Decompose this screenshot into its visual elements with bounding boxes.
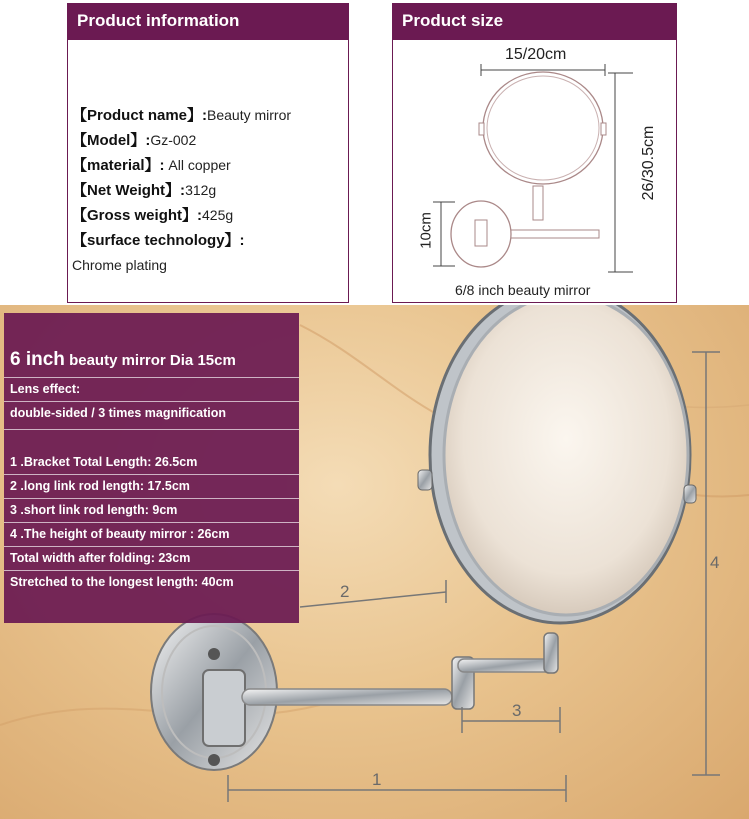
spec-item: Stretched to the longest length: 40cm xyxy=(10,575,234,589)
info-row-net-weight: 【Net Weight】:312g xyxy=(72,182,217,199)
product-information-header: Product information xyxy=(68,4,348,40)
product-information-list xyxy=(72,103,291,277)
size-width-label: 15/20cm xyxy=(505,46,567,63)
spec-divider xyxy=(4,377,299,378)
dimension-label-2: 2 xyxy=(340,582,350,601)
spec-panel xyxy=(4,313,299,623)
size-base-label: 10cm xyxy=(417,212,435,249)
size-height-label: 26/30.5cm xyxy=(640,125,657,201)
info-row-product-name: 【Product name】:Beauty mirror xyxy=(72,107,292,124)
lens-effect-label: Lens effect: xyxy=(10,382,81,396)
dimension-label-3: 3 xyxy=(512,701,522,720)
spec-item: 1 .Bracket Total Length: 26.5cm xyxy=(10,455,198,469)
size-diagram xyxy=(393,40,676,302)
info-row-material: 【material】: All copper xyxy=(72,157,231,174)
spec-title xyxy=(10,349,236,371)
spec-divider xyxy=(4,570,299,571)
dimension-label-4: 4 xyxy=(710,553,720,572)
spec-item: 4 .The height of beauty mirror : 26cm xyxy=(10,527,230,541)
product-size-card xyxy=(392,3,677,303)
info-row-gross-weight: 【Gross weight】:425g xyxy=(72,207,234,224)
spec-divider xyxy=(4,401,299,402)
spec-divider xyxy=(4,429,299,430)
spec-divider xyxy=(4,474,299,475)
spec-item: 2 .long link rod length: 17.5cm xyxy=(10,479,190,493)
spec-title-detail: beauty mirror Dia 15cm xyxy=(64,352,236,369)
size-caption: 6/8 inch beauty mirror xyxy=(455,282,591,298)
product-size-header: Product size xyxy=(393,4,676,40)
spec-item: Total width after folding: 23cm xyxy=(10,551,191,565)
product-information-card xyxy=(67,3,349,303)
spec-title-size: 6 inch xyxy=(10,349,65,370)
spec-divider xyxy=(4,522,299,523)
dimension-label-1: 1 xyxy=(372,770,382,789)
spec-divider xyxy=(4,546,299,547)
info-surface-value: Chrome plating xyxy=(72,257,167,273)
spec-item: 3 .short link rod length: 9cm xyxy=(10,503,178,517)
lens-effect-value: double-sided / 3 times magnification xyxy=(10,406,227,420)
info-row-model: 【Model】:Gz-002 xyxy=(72,132,197,149)
spec-divider xyxy=(4,498,299,499)
info-row-surface-technology: 【surface technology】: xyxy=(72,232,245,249)
